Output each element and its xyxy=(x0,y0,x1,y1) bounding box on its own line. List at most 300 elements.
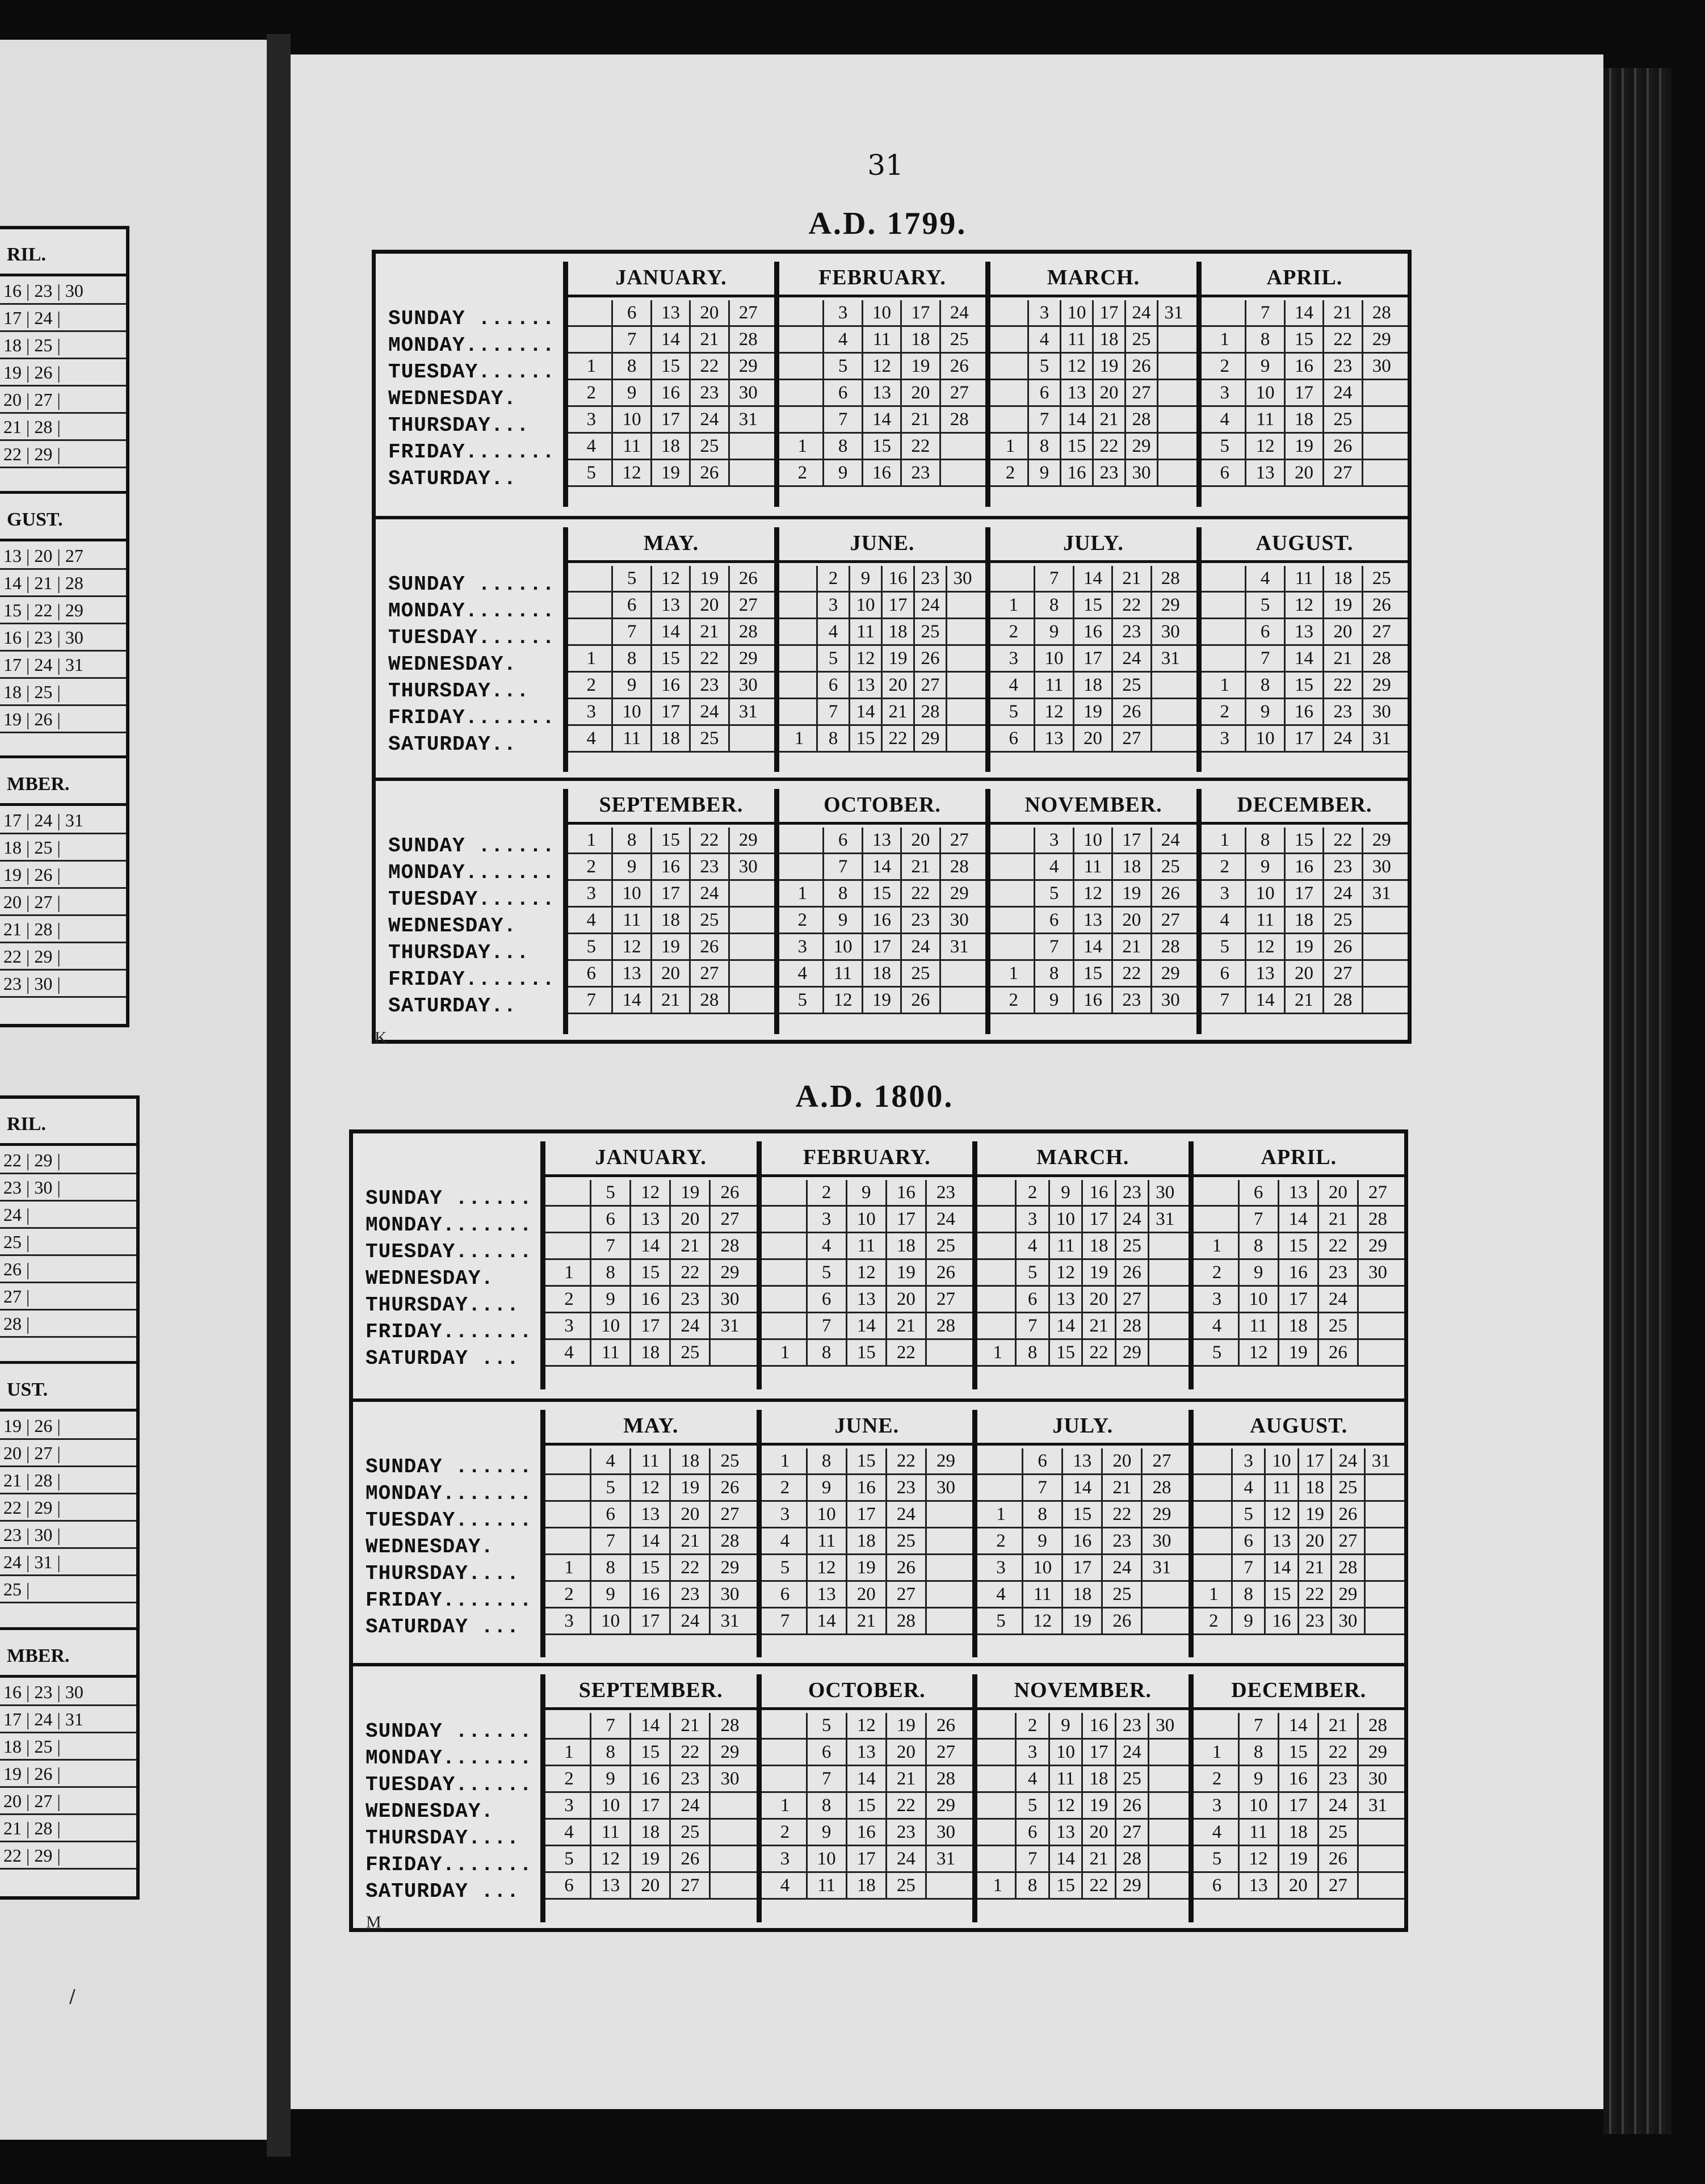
day-cell: 23 xyxy=(689,673,728,698)
day-cell: 15 xyxy=(629,1740,669,1765)
day-cell: 19 xyxy=(669,1180,709,1205)
day-label: FRIDAY....... xyxy=(388,705,555,729)
fragment-row: 25 | xyxy=(0,1577,136,1603)
day-cell: 25 xyxy=(1330,1475,1363,1500)
week-row xyxy=(568,646,774,673)
day-cell: 10 xyxy=(611,881,650,906)
day-cell: 4 xyxy=(780,1530,790,1551)
day-cell: 14 xyxy=(629,1233,669,1258)
week-row xyxy=(1202,726,1408,753)
day-cell: 31 xyxy=(709,1313,749,1338)
day-label: TUESDAY...... xyxy=(388,625,555,649)
fragment-row: 23 | 30 | xyxy=(0,1175,136,1202)
day-cell: 13 xyxy=(629,1502,669,1527)
day-cell: 28 xyxy=(1357,1713,1397,1738)
month-name-rule xyxy=(1194,1174,1405,1177)
day-cell: 20 xyxy=(846,1582,885,1607)
day-cell: 1 xyxy=(780,1795,790,1816)
day-cell xyxy=(925,1502,965,1527)
month-block xyxy=(540,1141,757,1389)
day-cell xyxy=(784,673,814,698)
week-row xyxy=(545,1260,757,1287)
day-cell: 31 xyxy=(1157,300,1189,325)
day-cell: 2 xyxy=(1005,463,1015,483)
week-row xyxy=(977,1502,1189,1528)
day-cell: 1 xyxy=(797,883,807,904)
day-cell: 4 xyxy=(1212,1316,1222,1336)
week-row xyxy=(568,726,774,753)
day-cell: 5 xyxy=(806,1713,846,1738)
day-cell: 9 xyxy=(1048,1713,1081,1738)
week-row xyxy=(762,1340,973,1367)
week-row xyxy=(990,726,1196,753)
week-row xyxy=(977,1340,1189,1367)
day-label: MONDAY....... xyxy=(366,1213,532,1237)
day-cell: 7 xyxy=(1220,990,1229,1011)
day-cell: 26 xyxy=(1150,881,1189,906)
day-cell: 19 xyxy=(846,1555,885,1580)
day-cell: 26 xyxy=(689,460,728,485)
day-cell: 12 xyxy=(1245,934,1283,959)
quarter-row xyxy=(353,1663,1404,1931)
day-label: SATURDAY ... xyxy=(366,1347,520,1370)
day-cell: 21 xyxy=(669,1233,709,1258)
day-cell xyxy=(982,1846,1013,1871)
day-cell: 16 xyxy=(1061,1528,1101,1553)
day-cell: 7 xyxy=(611,619,650,644)
day-cell: 4 xyxy=(586,436,596,456)
month-name-rule xyxy=(1202,822,1408,825)
day-cell xyxy=(709,1793,749,1818)
day-cell: 12 xyxy=(1048,1793,1081,1818)
day-cell xyxy=(939,988,978,1013)
day-cell: 7 xyxy=(611,327,650,352)
week-row xyxy=(1202,300,1408,327)
day-cell: 24 xyxy=(1322,881,1361,906)
day-cell xyxy=(982,1740,1013,1765)
day-cell: 2 xyxy=(586,856,596,877)
week-row xyxy=(779,673,985,699)
day-cell: 1 xyxy=(794,728,804,749)
day-cell xyxy=(784,619,814,644)
month-block xyxy=(1196,789,1408,1034)
day-cell: 10 xyxy=(590,1793,629,1818)
day-cell: 3 xyxy=(1034,828,1072,852)
day-cell: 1 xyxy=(586,648,596,669)
week-row xyxy=(1194,1233,1405,1260)
day-cell: 10 xyxy=(1245,881,1283,906)
day-cell: 20 xyxy=(1111,908,1150,933)
day-cell: 22 xyxy=(1322,828,1361,852)
day-cell: 4 xyxy=(1034,854,1072,879)
day-cell: 22 xyxy=(1322,673,1361,698)
day-cell: 21 xyxy=(900,854,939,879)
day-cell: 1 xyxy=(1009,594,1018,615)
day-cell: 24 xyxy=(885,1846,925,1871)
week-row xyxy=(762,1502,973,1528)
day-cell: 12 xyxy=(1060,354,1092,379)
week-row xyxy=(568,699,774,726)
fragment-row: 17 | 24 | 31 xyxy=(0,652,126,679)
day-cell: 16 xyxy=(1073,619,1111,644)
fragment-row: 22 | 29 | xyxy=(0,1148,136,1174)
week-row xyxy=(977,1713,1189,1740)
month-name: AUGUST. xyxy=(1250,1413,1348,1438)
day-cell: 13 xyxy=(1238,1873,1278,1898)
day-cell: 31 xyxy=(1150,646,1189,671)
day-cell: 12 xyxy=(846,1260,885,1285)
fragment-row: 20 | 27 | xyxy=(0,889,126,916)
day-cell: 2 xyxy=(1212,1262,1222,1283)
day-cell: 18 xyxy=(1278,1820,1317,1845)
day-cell: 10 xyxy=(862,300,900,325)
day-cell: 7 xyxy=(586,990,596,1011)
month-name-rule xyxy=(990,560,1196,563)
day-cell: 28 xyxy=(939,407,978,432)
day-label: WEDNESDAY. xyxy=(366,1535,494,1559)
day-cell: 19 xyxy=(1061,1608,1101,1633)
day-cell: 18 xyxy=(1322,566,1361,591)
day-cell: 11 xyxy=(611,908,650,933)
day-cell: 25 xyxy=(925,1233,965,1258)
day-cell xyxy=(982,1475,1020,1500)
day-cell: 30 xyxy=(728,854,767,879)
day-cell: 26 xyxy=(925,1260,965,1285)
day-cell: 23 xyxy=(1092,460,1124,485)
day-cell xyxy=(573,593,610,618)
day-cell xyxy=(995,908,1032,933)
day-cell: 18 xyxy=(862,961,900,986)
day-cell: 13 xyxy=(1278,1180,1317,1205)
day-cell: 26 xyxy=(728,566,767,591)
day-cell: 19 xyxy=(650,934,689,959)
day-cell: 29 xyxy=(728,354,767,379)
week-row xyxy=(545,1313,757,1340)
day-cell xyxy=(573,566,610,591)
week-row xyxy=(545,1820,757,1846)
day-cell: 4 xyxy=(1009,674,1018,695)
day-cell: 8 xyxy=(1034,961,1072,986)
day-cell: 21 xyxy=(1101,1475,1141,1500)
day-cell: 17 xyxy=(629,1608,669,1633)
day-cell: 28 xyxy=(728,619,767,644)
month-name-rule xyxy=(1194,1443,1405,1446)
day-cell: 15 xyxy=(650,354,689,379)
fragment-rule xyxy=(0,539,126,541)
day-cell xyxy=(925,1555,965,1580)
day-cell: 9 xyxy=(590,1766,629,1791)
day-cell: 29 xyxy=(1141,1502,1181,1527)
week-row xyxy=(545,1233,757,1260)
fragment-row: 19 | 26 | xyxy=(0,862,126,889)
fragment-month-title: RIL. xyxy=(7,1114,46,1135)
day-cell: 20 xyxy=(669,1502,709,1527)
day-label: MONDAY....... xyxy=(388,861,555,885)
day-cell: 5 xyxy=(1015,1260,1048,1285)
day-cell xyxy=(946,619,978,644)
day-cell xyxy=(728,961,767,986)
day-cell: 1 xyxy=(564,1262,574,1283)
day-cell: 12 xyxy=(650,566,689,591)
day-cell: 6 xyxy=(586,963,596,984)
day-cell: 22 xyxy=(689,828,728,852)
day-cell: 7 xyxy=(1238,1713,1278,1738)
footer-mark: M xyxy=(366,1913,381,1931)
week-row xyxy=(545,1793,757,1820)
day-cell: 28 xyxy=(1150,566,1189,591)
day-cell: 8 xyxy=(816,726,849,751)
day-cell: 20 xyxy=(900,380,939,405)
day-cell xyxy=(1150,699,1189,724)
day-cell: 29 xyxy=(1362,828,1400,852)
week-row xyxy=(990,619,1196,646)
day-cell: 29 xyxy=(1357,1740,1397,1765)
day-cell: 9 xyxy=(611,673,650,698)
month-block xyxy=(1196,527,1408,772)
day-label: WEDNESDAY. xyxy=(366,1800,494,1824)
day-cell: 27 xyxy=(728,593,767,618)
week-row xyxy=(762,1582,973,1608)
day-cell: 23 xyxy=(1115,1713,1148,1738)
week-row xyxy=(545,1713,757,1740)
week-row xyxy=(545,1740,757,1766)
day-cell xyxy=(1148,1766,1181,1791)
day-cell: 27 xyxy=(1141,1448,1181,1473)
day-cell xyxy=(995,881,1032,906)
week-row xyxy=(1194,1313,1405,1340)
day-cell: 23 xyxy=(900,460,939,485)
day-cell: 10 xyxy=(590,1608,629,1633)
fragment-month-title: GUST. xyxy=(7,509,63,530)
week-row xyxy=(762,1873,973,1900)
day-cell xyxy=(1357,1287,1397,1312)
day-cell: 25 xyxy=(1362,566,1400,591)
day-cell: 27 xyxy=(939,380,978,405)
day-cell: 4 xyxy=(586,910,596,931)
day-cell: 29 xyxy=(709,1555,749,1580)
week-row xyxy=(990,908,1196,934)
fragment-row: 23 | 30 | xyxy=(0,1522,136,1549)
day-cell: 5 xyxy=(586,936,596,957)
day-cell: 6 xyxy=(590,1207,629,1232)
month-name: SEPTEMBER. xyxy=(599,793,744,817)
week-row xyxy=(568,460,774,487)
day-cell: 2 xyxy=(586,383,596,403)
day-cell: 29 xyxy=(1362,673,1400,698)
week-row xyxy=(1202,646,1408,673)
day-cell: 22 xyxy=(1081,1873,1114,1898)
day-cell: 23 xyxy=(1317,1260,1357,1285)
day-cell: 13 xyxy=(1264,1528,1297,1553)
day-cell: 15 xyxy=(629,1555,669,1580)
day-cell xyxy=(573,327,610,352)
day-cell xyxy=(728,434,767,459)
day-label: THURSDAY... xyxy=(388,941,530,965)
day-cell xyxy=(784,354,821,379)
week-row xyxy=(1202,988,1408,1014)
day-cell: 26 xyxy=(1362,593,1400,618)
day-cell: 29 xyxy=(1150,593,1189,618)
day-cell: 2 xyxy=(564,1289,574,1309)
day-cell: 24 xyxy=(1322,726,1361,751)
week-row xyxy=(762,1260,973,1287)
day-cell: 17 xyxy=(1284,380,1322,405)
day-cell: 5 xyxy=(1027,354,1060,379)
day-cell: 8 xyxy=(806,1448,846,1473)
day-cell xyxy=(982,1820,1013,1845)
day-cell: 26 xyxy=(925,1713,965,1738)
day-cell xyxy=(784,327,821,352)
week-row xyxy=(1202,593,1408,619)
day-cell: 29 xyxy=(709,1260,749,1285)
day-cell xyxy=(982,1766,1013,1791)
day-cell: 3 xyxy=(1212,1795,1222,1816)
day-cell: 7 xyxy=(1238,1207,1278,1232)
day-cell: 15 xyxy=(1278,1740,1317,1765)
day-cell xyxy=(1364,1555,1397,1580)
week-row xyxy=(990,699,1196,726)
month-name: JULY. xyxy=(1052,1413,1114,1438)
day-cell: 2 xyxy=(1015,1180,1048,1205)
month-name: JUNE. xyxy=(834,1413,900,1438)
day-cell: 9 xyxy=(1238,1766,1278,1791)
day-cell: 4 xyxy=(586,728,596,749)
day-cell: 14 xyxy=(1284,300,1322,325)
day-cell: 4 xyxy=(780,1875,790,1896)
day-cell: 6 xyxy=(822,828,861,852)
day-cell: 4 xyxy=(996,1584,1006,1605)
day-cell: 13 xyxy=(650,300,689,325)
week-row xyxy=(762,1180,973,1207)
day-cell: 27 xyxy=(1150,908,1189,933)
day-cell: 8 xyxy=(1245,828,1283,852)
day-cell: 17 xyxy=(1061,1555,1101,1580)
day-cell: 18 xyxy=(650,726,689,751)
day-label: FRIDAY....... xyxy=(366,1588,532,1612)
day-cell: 21 xyxy=(1081,1313,1114,1338)
week-row xyxy=(779,354,985,380)
day-label: WEDNESDAY. xyxy=(388,652,517,676)
day-cell xyxy=(728,988,767,1013)
day-cell: 6 xyxy=(1220,463,1229,483)
day-cell: 3 xyxy=(797,936,807,957)
day-cell xyxy=(766,1287,804,1312)
day-cell: 16 xyxy=(1081,1180,1114,1205)
day-cell xyxy=(1148,1740,1181,1765)
week-row xyxy=(762,1793,973,1820)
fragment-row: 17 | 24 | 31 xyxy=(0,808,126,834)
day-cell: 28 xyxy=(1141,1475,1181,1500)
day-cell xyxy=(946,646,978,671)
day-cell xyxy=(995,354,1026,379)
day-cell: 25 xyxy=(1317,1820,1357,1845)
day-cell: 19 xyxy=(689,566,728,591)
fragment-month-title: MBER. xyxy=(7,1645,70,1666)
day-cell: 26 xyxy=(1317,1846,1357,1871)
day-cell: 18 xyxy=(1284,407,1322,432)
day-cell: 26 xyxy=(939,354,978,379)
day-cell: 26 xyxy=(913,646,946,671)
day-cell xyxy=(995,380,1026,405)
day-cell xyxy=(1157,380,1189,405)
day-cell: 25 xyxy=(885,1873,925,1898)
day-cell: 28 xyxy=(1150,934,1189,959)
week-row xyxy=(990,593,1196,619)
day-cell: 15 xyxy=(1264,1582,1297,1607)
day-cell: 11 xyxy=(1238,1313,1278,1338)
year-calendar-box xyxy=(372,250,1412,1044)
week-row xyxy=(1194,1528,1405,1555)
day-cell: 9 xyxy=(590,1287,629,1312)
day-cell: 28 xyxy=(913,699,946,724)
day-cell xyxy=(982,1448,1020,1473)
day-cell: 8 xyxy=(1238,1233,1278,1258)
day-cell xyxy=(1362,460,1400,485)
day-cell: 6 xyxy=(1009,728,1018,749)
day-cell: 6 xyxy=(1220,963,1229,984)
day-cell: 31 xyxy=(1357,1793,1397,1818)
day-cell: 15 xyxy=(650,646,689,671)
day-cell: 26 xyxy=(1115,1260,1148,1285)
day-cell: 5 xyxy=(797,990,807,1011)
day-cell: 2 xyxy=(1208,1610,1219,1631)
day-cell: 9 xyxy=(611,854,650,879)
day-cell: 29 xyxy=(1115,1340,1148,1365)
month-name-rule xyxy=(1202,560,1408,563)
day-cell: 16 xyxy=(629,1582,669,1607)
day-cell: 20 xyxy=(885,1287,925,1312)
day-cell xyxy=(550,1448,588,1473)
day-cell: 3 xyxy=(1009,648,1018,669)
day-cell: 3 xyxy=(1212,1289,1222,1309)
fragment-separator xyxy=(0,1627,136,1630)
day-cell xyxy=(709,1873,749,1898)
quarter-row xyxy=(353,1398,1404,1667)
day-cell: 8 xyxy=(1015,1873,1048,1898)
day-cell: 22 xyxy=(1101,1502,1141,1527)
week-row xyxy=(779,407,985,434)
day-cell: 4 xyxy=(1220,910,1229,931)
day-cell: 18 xyxy=(1081,1233,1114,1258)
week-row xyxy=(779,934,985,961)
day-cell: 3 xyxy=(806,1207,846,1232)
day-cell xyxy=(995,407,1026,432)
day-cell: 10 xyxy=(822,934,861,959)
day-cell: 11 xyxy=(806,1873,846,1898)
day-cell: 17 xyxy=(900,300,939,325)
day-cell: 5 xyxy=(1015,1793,1048,1818)
week-row xyxy=(990,354,1196,380)
day-cell: 21 xyxy=(1297,1555,1330,1580)
day-cell: 23 xyxy=(1115,1180,1148,1205)
day-cell: 1 xyxy=(993,1875,1002,1896)
day-cell: 20 xyxy=(669,1207,709,1232)
day-cell: 10 xyxy=(590,1313,629,1338)
year-title: A.D. 1800. xyxy=(795,1079,954,1114)
day-cell xyxy=(728,460,767,485)
fragment-row: 19 | 26 | xyxy=(0,1413,136,1440)
day-cell: 28 xyxy=(925,1313,965,1338)
day-cell: 3 xyxy=(1220,883,1229,904)
day-cell: 3 xyxy=(780,1503,790,1524)
day-cell: 30 xyxy=(925,1820,965,1845)
day-cell: 28 xyxy=(939,854,978,879)
day-cell: 6 xyxy=(822,380,861,405)
day-cell: 29 xyxy=(913,726,946,751)
day-cell: 2 xyxy=(586,674,596,695)
week-row xyxy=(990,566,1196,593)
day-cell: 5 xyxy=(780,1557,790,1578)
